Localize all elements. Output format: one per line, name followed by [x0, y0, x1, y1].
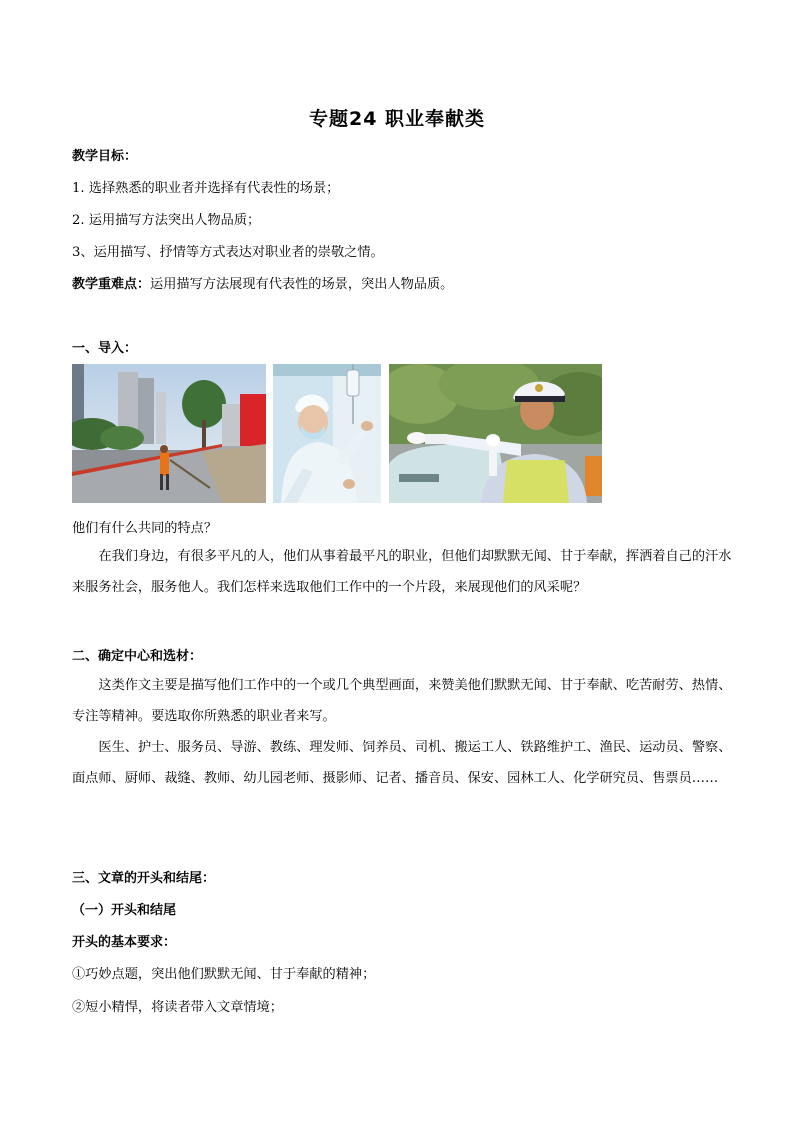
goal-item-1: 1. 选择熟悉的职业者并选择有代表性的场景；: [72, 181, 340, 196]
nurse-illustration: [273, 364, 381, 503]
requirement-item-1: ①巧妙点题，突出他们默默无闻、甘于奉献的精神；: [72, 967, 376, 982]
section2-paragraph-1: 这类作文主要是描写他们工作中的一个或几个典型画面，来赞美他们默默无闻、甘于奉献、吃苦耐劳、热情、专注等精神。要选取你所熟悉的职业者来写。: [72, 678, 732, 724]
street-sweeper-photo: [72, 364, 266, 503]
opening-requirements-heading: 开头的基本要求：: [72, 935, 177, 950]
goals-heading: 教学目标：: [72, 149, 138, 164]
requirement-item-2: ②短小精悍，将读者带入文章情境；: [72, 1000, 283, 1015]
page-title: 专题24 职业奉献类: [308, 108, 486, 130]
section1-question: 他们有什么共同的特点？: [72, 521, 218, 536]
section2-paragraph-2: 医生、护士、服务员、导游、教练、理发师、饲养员、司机、搬运工人、铁路维护工、渔民、运动员、警察、面点师、厨师、裁缝、教师、幼儿园老师、摄影师、记者、播音员、保安、园林工人、化学研究员、售票员……: [72, 740, 732, 786]
section3-sub-heading: （一）开头和结尾: [72, 903, 177, 918]
nurse-photo: [273, 364, 381, 503]
goal-item-2: 2. 运用描写方法突出人物品质；: [72, 213, 261, 228]
section1-paragraph: 在我们身边，有很多平凡的人，他们从事着最平凡的职业，但他们却默默无闻、甘于奉献，挥洒着自己的汗水来服务社会，服务他人。我们怎样来选取他们工作中的一个片段，来展现他们的风采呢？: [72, 549, 732, 595]
goal-item-3: 3、运用描写、抒情等方式表达对职业者的崇敬之情。: [72, 245, 384, 260]
traffic-police-illustration: [389, 364, 602, 503]
difficulty-label: 教学重难点：: [72, 277, 151, 292]
street-sweeper-illustration: [72, 364, 266, 503]
section2-heading: 二、确定中心和选材：: [72, 649, 203, 664]
traffic-police-photo: [389, 364, 602, 503]
difficulty-text: 运用描写方法展现有代表性的场景，突出人物品质。: [150, 277, 454, 292]
difficulty-line: [72, 273, 453, 292]
section1-heading: 一、导入：: [72, 341, 138, 356]
section3-heading: 三、文章的开头和结尾：: [72, 871, 216, 886]
